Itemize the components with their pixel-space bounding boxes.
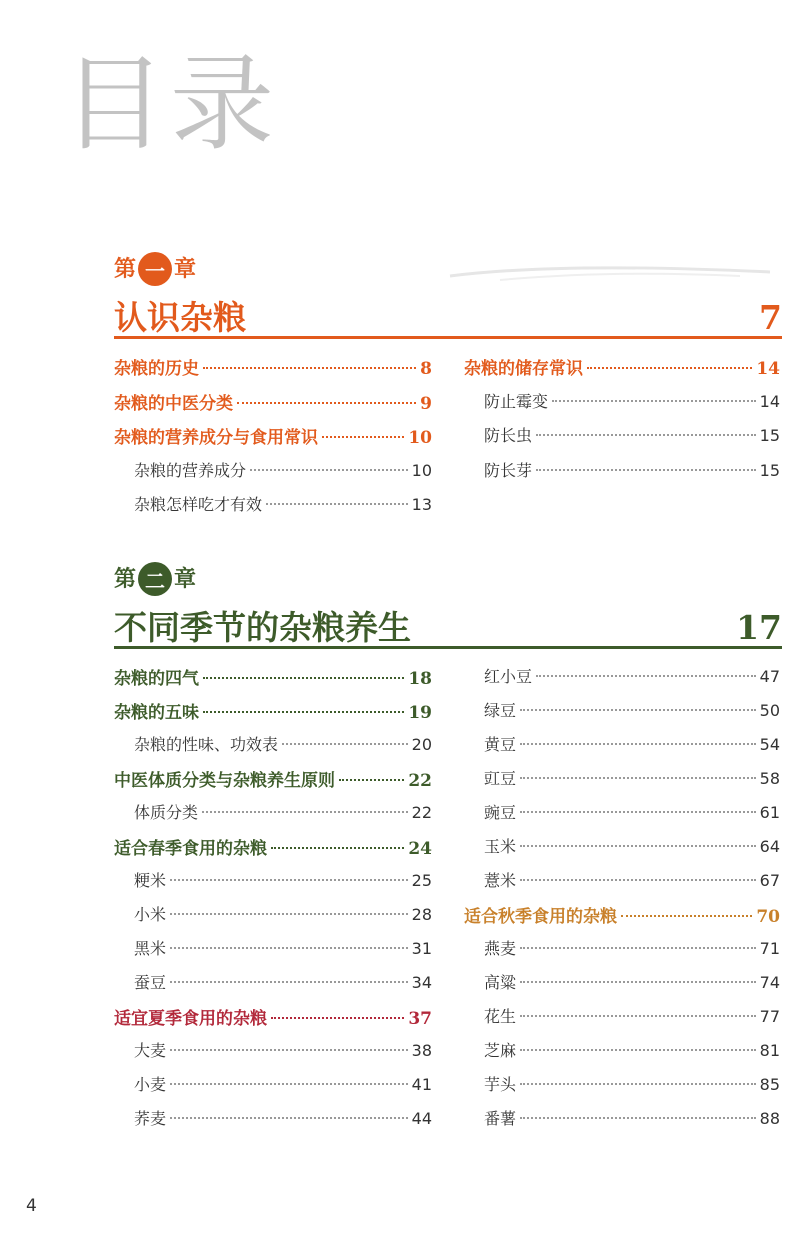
toc-section[interactable] <box>464 354 780 378</box>
chapter-number-circle: 一 <box>138 252 172 286</box>
toc-entry-title: 玉米 <box>484 837 517 856</box>
toc-section[interactable] <box>114 834 432 858</box>
toc-section[interactable] <box>114 698 432 722</box>
toc-entry-page: 15 <box>759 460 780 480</box>
toc-entry[interactable] <box>134 458 432 482</box>
toc-entry-title: 杂粮的四气 <box>114 669 199 689</box>
dot-leader <box>536 434 756 436</box>
toc-entry[interactable] <box>484 389 780 413</box>
toc-entry-title: 燕麦 <box>484 939 517 958</box>
toc-entry-title: 杂粮的储存常识 <box>464 359 583 379</box>
dot-leader <box>520 743 756 745</box>
toc-entry[interactable] <box>134 1072 432 1096</box>
dot-leader <box>271 1017 404 1019</box>
toc-entry-page: 41 <box>411 1075 432 1094</box>
dot-leader <box>322 436 404 438</box>
toc-entry-title: 杂粮的中医分类 <box>114 393 233 414</box>
dot-leader <box>536 469 756 471</box>
dot-leader <box>170 1083 408 1085</box>
toc-entry-title: 大麦 <box>134 1041 167 1060</box>
chapter-page-number: 7 <box>759 298 782 337</box>
toc-entry[interactable] <box>134 936 432 960</box>
toc-entry-page: 34 <box>411 973 432 992</box>
toc-entry-page: 22 <box>411 803 432 822</box>
dot-leader <box>203 367 416 369</box>
chapter-badge <box>114 562 782 596</box>
toc-entry-page: 10 <box>408 428 432 448</box>
dot-leader <box>520 1117 756 1119</box>
dot-leader <box>237 402 416 404</box>
toc-section[interactable] <box>114 354 432 378</box>
toc-entry-title: 杂粮怎样吃才有效 <box>134 495 263 514</box>
toc-entry-title: 番薯 <box>484 1109 517 1128</box>
dot-leader <box>170 913 408 915</box>
toc-entry[interactable] <box>134 1038 432 1062</box>
toc-section[interactable] <box>464 902 780 926</box>
toc-entry[interactable] <box>484 1106 780 1130</box>
toc-entry[interactable] <box>134 970 432 994</box>
toc-entry-title: 防止霉变 <box>484 391 549 411</box>
toc-entry-page: 74 <box>759 973 780 992</box>
toc-entry-title: 适合春季食用的杂粮 <box>114 839 267 859</box>
toc-entry-page: 28 <box>411 905 432 924</box>
toc-entry-page: 85 <box>759 1075 780 1094</box>
chapter-2-header <box>114 562 782 649</box>
dot-leader <box>170 1049 408 1051</box>
toc-entry-page: 13 <box>411 495 432 514</box>
dot-leader <box>536 675 756 677</box>
dot-leader <box>520 777 756 779</box>
toc-entry-page: 54 <box>759 735 780 754</box>
dot-leader <box>170 947 408 949</box>
toc-entry-title: 芋头 <box>484 1075 517 1094</box>
dot-leader <box>203 711 404 713</box>
toc-entry-page: 15 <box>759 426 780 445</box>
dot-leader <box>271 847 404 849</box>
toc-entry[interactable] <box>484 1038 780 1062</box>
toc-entry-title: 薏米 <box>484 871 517 890</box>
toc-entry-title: 杂粮的营养成分 <box>134 460 247 480</box>
toc-entry-page: 20 <box>411 735 432 754</box>
toc-entry-title: 花生 <box>484 1007 517 1026</box>
dot-leader <box>203 677 404 679</box>
dot-leader <box>266 503 408 505</box>
page-number: 4 <box>26 1196 37 1216</box>
toc-entry-title: 适合秋季食用的杂粮 <box>464 907 617 927</box>
toc-entry-page: 10 <box>411 460 432 480</box>
toc-entry-page: 31 <box>411 939 432 958</box>
toc-entry[interactable] <box>484 732 780 756</box>
toc-entry-page: 77 <box>759 1007 780 1026</box>
toc-entry-page: 58 <box>759 769 780 788</box>
dot-leader <box>520 1083 756 1085</box>
dot-leader <box>552 400 756 402</box>
toc-entry-page: 50 <box>759 701 780 720</box>
dot-leader <box>520 845 756 847</box>
dot-leader <box>587 367 752 369</box>
toc-entry-page: 88 <box>759 1109 780 1128</box>
toc-entry[interactable] <box>134 800 432 824</box>
toc-entry-page: 14 <box>756 359 780 379</box>
dot-leader <box>520 709 756 711</box>
toc-entry[interactable] <box>134 732 432 756</box>
chapter-prefix: 第 <box>114 256 137 282</box>
dot-leader <box>520 981 756 983</box>
toc-section[interactable] <box>114 1004 432 1028</box>
toc-entry[interactable] <box>134 492 432 516</box>
dot-leader <box>520 1049 756 1051</box>
dot-leader <box>520 947 756 949</box>
dot-leader <box>339 779 404 781</box>
toc-entry-title: 杂粮的性味、功效表 <box>134 735 279 754</box>
toc-entry[interactable] <box>484 1072 780 1096</box>
toc-entry[interactable] <box>484 834 780 858</box>
toc-entry-title: 杂粮的五味 <box>114 703 199 723</box>
toc-entry[interactable] <box>484 936 780 960</box>
toc-entry[interactable] <box>484 664 780 688</box>
toc-entry-title: 粳米 <box>134 871 167 890</box>
toc-entry-title: 小米 <box>134 905 167 924</box>
toc-entry-title: 高粱 <box>484 973 517 992</box>
chapter-badge <box>114 252 782 286</box>
dot-leader <box>170 1117 408 1119</box>
dot-leader <box>170 981 408 983</box>
dot-leader <box>520 879 756 881</box>
dot-leader <box>250 469 408 471</box>
toc-entry-title: 黑米 <box>134 939 167 958</box>
toc-entry-title: 防长虫 <box>484 426 533 445</box>
toc-entry-title: 豌豆 <box>484 803 517 822</box>
toc-entry[interactable] <box>134 868 432 892</box>
toc-entry-page: 18 <box>408 669 432 689</box>
toc-entry-title: 豇豆 <box>484 769 517 788</box>
toc-entry-page: 47 <box>759 667 780 686</box>
toc-entry-title: 小麦 <box>134 1075 167 1094</box>
toc-entry-page: 81 <box>759 1041 780 1060</box>
toc-entry-title: 防长芽 <box>484 460 533 480</box>
toc-entry[interactable] <box>484 970 780 994</box>
toc-entry-title: 体质分类 <box>134 803 199 822</box>
chapter-prefix: 第 <box>114 566 137 592</box>
dot-leader <box>170 879 408 881</box>
dot-leader <box>520 1015 756 1017</box>
chapter-number-circle: 二 <box>138 562 172 596</box>
toc-entry[interactable] <box>484 766 780 790</box>
toc-entry-page: 8 <box>420 359 432 379</box>
dot-leader <box>202 811 408 813</box>
toc-entry-page: 71 <box>759 939 780 958</box>
dot-leader <box>621 915 752 917</box>
toc-entry-page: 9 <box>420 393 432 414</box>
toc-entry-page: 19 <box>408 703 432 723</box>
toc-entry[interactable] <box>134 902 432 926</box>
toc-entry-title: 芝麻 <box>484 1041 517 1060</box>
toc-entry-title: 杂粮的历史 <box>114 359 199 379</box>
toc-entry-title: 绿豆 <box>484 701 517 720</box>
toc-entry[interactable] <box>134 1106 432 1130</box>
toc-section[interactable] <box>114 766 432 790</box>
toc-entry-title: 中医体质分类与杂粮养生原则 <box>114 771 335 791</box>
toc-entry-title: 荞麦 <box>134 1109 167 1128</box>
toc-section[interactable] <box>114 389 432 413</box>
toc-entry[interactable] <box>484 698 780 722</box>
toc-entry-page: 70 <box>756 907 780 927</box>
toc-entry-page: 22 <box>408 771 432 791</box>
toc-entry-title: 杂粮的营养成分与食用常识 <box>114 428 318 448</box>
toc-entry-title: 蚕豆 <box>134 973 167 992</box>
dot-leader <box>282 743 408 745</box>
toc-entry[interactable] <box>484 800 780 824</box>
chapter-title-row <box>114 288 782 339</box>
toc-entry-page: 67 <box>759 871 780 890</box>
chapter-title[interactable]: 不同季节的杂粮养生 <box>114 608 411 647</box>
toc-entry-page: 61 <box>759 803 780 822</box>
chapter-title[interactable]: 认识杂粮 <box>114 298 246 337</box>
toc-entry-title: 黄豆 <box>484 735 517 754</box>
chapter-suffix: 章 <box>174 566 197 592</box>
chapter-suffix: 章 <box>174 256 197 282</box>
chapter-title-row <box>114 598 782 649</box>
toc-entry-title: 红小豆 <box>484 667 533 686</box>
dot-leader <box>520 811 756 813</box>
toc-entry-page: 44 <box>411 1109 432 1128</box>
chapter-page-number: 17 <box>736 608 782 647</box>
toc-entry[interactable] <box>484 868 780 892</box>
page-title: 目录 <box>62 43 279 165</box>
toc-entry[interactable] <box>484 1004 780 1028</box>
toc-entry-page: 37 <box>408 1009 432 1029</box>
chapter-1-header <box>114 252 782 339</box>
toc-section[interactable] <box>114 423 432 447</box>
toc-entry-page: 14 <box>759 391 780 411</box>
toc-entry-page: 64 <box>759 837 780 856</box>
toc-entry-page: 24 <box>408 839 432 859</box>
toc-entry[interactable] <box>484 423 780 447</box>
toc-section[interactable] <box>114 664 432 688</box>
toc-entry[interactable] <box>484 458 780 482</box>
toc-entry-page: 38 <box>411 1041 432 1060</box>
toc-entry-page: 25 <box>411 871 432 890</box>
toc-entry-title: 适宜夏季食用的杂粮 <box>114 1009 267 1029</box>
